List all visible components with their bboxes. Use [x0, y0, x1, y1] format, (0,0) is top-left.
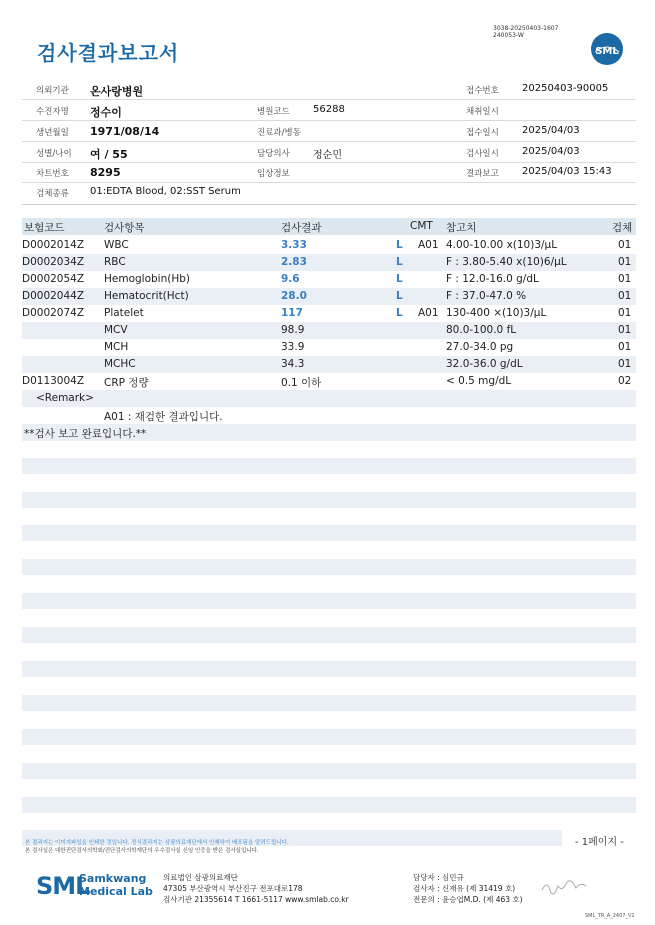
document-id-line2: 240053-W [493, 32, 524, 39]
table-row [22, 356, 636, 373]
samkwang-logo [36, 872, 153, 900]
page-title: 검사결과보고서 [37, 41, 180, 65]
row-item: CRP 정량 [104, 377, 149, 389]
hospital-code-value: 56288 [313, 104, 345, 115]
header-ref: 참고치 [446, 222, 477, 234]
row-cmt: A01 [418, 239, 439, 251]
empty-row [22, 627, 636, 643]
row-ref: < 0.5 mg/dL [446, 375, 512, 387]
row-ref: F : 37.0-47.0 % [446, 290, 527, 302]
row-code: D0002034Z [22, 256, 85, 268]
row-specimen: 02 [618, 375, 632, 387]
bottom-logo-name [79, 872, 153, 898]
row-specimen: 01 [618, 324, 632, 336]
info-row-institution [22, 79, 636, 100]
row-specimen: 01 [618, 239, 632, 251]
bottom-logo-name-line1: Samkwang [79, 872, 147, 885]
received-label: 접수일시 [466, 128, 499, 138]
birth-label: 생년월일 [36, 128, 69, 138]
row-flag: L [396, 239, 403, 251]
remark-text-row [22, 407, 636, 424]
row-result: 117 [281, 307, 303, 319]
page-number: - 1페이지 - [575, 837, 624, 848]
row-specimen: 01 [618, 273, 632, 285]
table-row [22, 237, 636, 254]
signature-icon [540, 878, 590, 896]
institution-label: 의뢰기관 [36, 86, 69, 96]
row-flag: L [396, 290, 403, 302]
table-row [22, 288, 636, 305]
row-item: Platelet [104, 307, 144, 319]
row-result: 0.1 이하 [281, 377, 322, 389]
report-end-text: **검사 보고 완료입니다.** [24, 428, 147, 440]
empty-row [22, 492, 636, 508]
row-result: 2.83 [281, 256, 307, 268]
reported-label: 결과보고 [466, 169, 499, 179]
info-row-birth [22, 121, 636, 142]
table-row [22, 373, 636, 390]
remark-row [22, 390, 636, 407]
row-flag: L [396, 273, 403, 285]
empty-row [22, 593, 636, 609]
birth-value: 1971/08/14 [90, 125, 160, 138]
reported-value: 2025/04/03 15:43 [522, 166, 612, 177]
sml-logo-icon [590, 32, 624, 66]
row-item: Hemoglobin(Hb) [104, 273, 191, 285]
doctor-value: 정순민 [313, 150, 342, 161]
empty-row [22, 661, 636, 677]
row-item: RBC [104, 256, 126, 268]
table-row [22, 339, 636, 356]
row-code: D0113004Z [22, 375, 85, 387]
receipt-no-label: 접수번호 [466, 86, 499, 96]
tested-value: 2025/04/03 [522, 146, 580, 157]
patient-label: 수진자명 [36, 107, 69, 117]
foundation-name: 의료법인 삼광의료재단 [163, 873, 238, 882]
staff-tester: 검사자 : 신재유 (제 31419 호) [413, 884, 516, 893]
row-specimen: 01 [618, 358, 632, 370]
row-ref: 130-400 ×(10)3/μL [446, 307, 547, 319]
chart-label: 차트번호 [36, 169, 69, 179]
table-row [22, 271, 636, 288]
empty-row [22, 458, 636, 474]
info-row-chart [22, 162, 636, 183]
info-row-patient [22, 100, 636, 121]
document-id-line1: 3038-20250403-1607 [493, 25, 559, 32]
footnote-line2: 본 검사실은 대한진단검사의학회/진단검사의학재단의 우수검사실 신임 인증을 받은 검사실입니다. [25, 848, 259, 854]
results-table-header [22, 218, 636, 235]
row-item: WBC [104, 239, 129, 251]
foundation-info [163, 872, 349, 905]
form-code: SML_TR_A_2407_V1 [585, 913, 635, 919]
table-row [22, 254, 636, 271]
footnote-line1: 본 결과지는 이미지파일을 인쇄한 것입니다. 정식결과지는 삼광의료재단에서 인쇄하여 배포됨을 알려드립니다. [25, 840, 289, 846]
remark-label: <Remark> [36, 392, 94, 404]
row-item: MCHC [104, 358, 136, 370]
header-code: 보험코드 [24, 222, 65, 234]
bottom-logo-name-line2: Medical Lab [79, 885, 153, 898]
row-cmt: A01 [418, 307, 439, 319]
header-cmt: CMT [410, 220, 433, 232]
header-result: 검사결과 [281, 222, 322, 234]
row-result: 33.9 [281, 341, 305, 353]
row-code: D0002044Z [22, 290, 85, 302]
header-specimen: 검체 [612, 222, 633, 234]
tested-label: 검사일시 [466, 149, 499, 159]
empty-row [22, 695, 636, 711]
specimen-value: 01:EDTA Blood, 02:SST Serum [90, 186, 241, 197]
doctor-label: 담당의사 [257, 149, 290, 159]
row-code: D0002054Z [22, 273, 85, 285]
row-item: MCH [104, 341, 129, 353]
row-item: Hematocrit(Hct) [104, 290, 189, 302]
foundation-address: 47305 부산광역시 부산진구 전포대로178 [163, 884, 303, 893]
row-flag: L [396, 307, 403, 319]
header-item: 검사항목 [104, 222, 145, 234]
dept-label: 진료과/병동 [257, 128, 301, 138]
foundation-contact: 검사기관 21355614 T 1661-5117 www.smlab.co.kr [163, 895, 349, 904]
report-end-row [22, 424, 636, 441]
row-specimen: 01 [618, 341, 632, 353]
empty-row [22, 559, 636, 575]
info-row-specimen [22, 182, 636, 202]
empty-row [22, 729, 636, 745]
row-specimen: 01 [618, 290, 632, 302]
row-item: MCV [104, 324, 128, 336]
staff-manager: 담당자 : 심민규 [413, 873, 464, 882]
receipt-no-value: 20250403-90005 [522, 83, 609, 94]
row-ref: 80.0-100.0 fL [446, 324, 517, 336]
row-ref: 27.0-34.0 pg [446, 341, 514, 353]
specimen-label: 검체종류 [36, 189, 69, 199]
logo-text: SML [595, 46, 619, 57]
row-code: D0002014Z [22, 239, 85, 251]
row-ref: F : 3.80-5.40 x(10)6/μL [446, 256, 567, 268]
sex-age-label: 성별/나이 [36, 149, 72, 159]
row-ref: 4.00-10.00 x(10)3/μL [446, 239, 558, 251]
staff-specialist: 전문의 : 윤승엽M.D. (제 463 호) [413, 895, 523, 904]
row-code: D0002074Z [22, 307, 85, 319]
row-result: 34.3 [281, 358, 305, 370]
empty-row [22, 525, 636, 541]
received-value: 2025/04/03 [522, 125, 580, 136]
table-row [22, 322, 636, 339]
table-row [22, 305, 636, 322]
remark-text: A01 : 재검한 결과입니다. [104, 411, 223, 423]
row-specimen: 01 [618, 256, 632, 268]
row-flag: L [396, 256, 403, 268]
document-id [493, 25, 558, 39]
institution-value: 온사랑병원 [90, 85, 144, 98]
footnote [25, 839, 289, 855]
info-row-sex-age [22, 142, 636, 163]
clinical-label: 임상정보 [257, 169, 290, 179]
row-ref: 32.0-36.0 g/dL [446, 358, 523, 370]
bottom-logo-sml: SML [36, 872, 90, 900]
staff-info [413, 872, 523, 905]
row-result: 9.6 [281, 273, 300, 285]
row-result: 98.9 [281, 324, 305, 336]
chart-value: 8295 [90, 166, 121, 179]
collection-label: 채취일시 [466, 107, 499, 117]
sex-age-value: 여 / 55 [90, 148, 128, 161]
row-result: 3.33 [281, 239, 307, 251]
patient-value: 정수이 [90, 106, 122, 119]
empty-row [22, 763, 636, 779]
row-ref: F : 12.0-16.0 g/dL [446, 273, 539, 285]
empty-row [22, 797, 636, 813]
row-specimen: 01 [618, 307, 632, 319]
row-result: 28.0 [281, 290, 307, 302]
hospital-code-label: 병원코드 [257, 107, 290, 117]
section-divider [22, 204, 636, 205]
